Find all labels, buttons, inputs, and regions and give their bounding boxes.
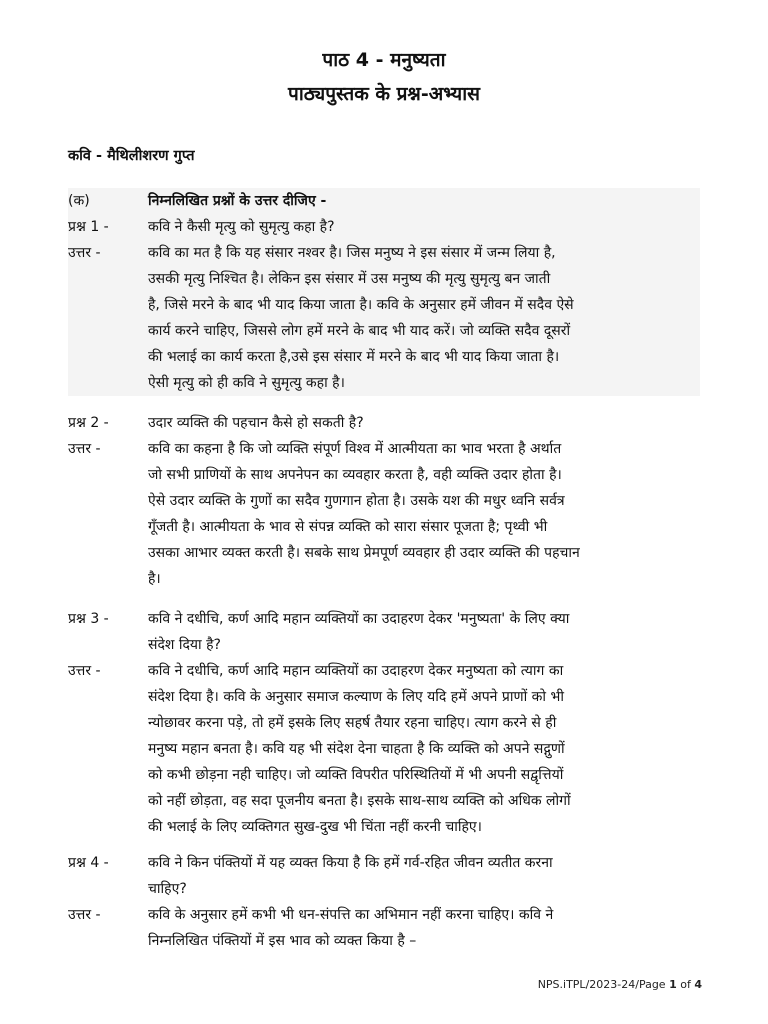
question-label: प्रश्न 3 -: [68, 611, 109, 627]
question-line: कवि ने किन पंक्तियों में यह व्यक्त किया है कि हमें गर्व-रहित जीवन व्यतीत करना: [148, 855, 553, 871]
answer-line: ऐसी मृत्यु को ही कवि ने सुमृत्यु कहा है।: [148, 375, 345, 391]
answer-line: कार्य करने चाहिए, जिससे लोग हमें मरने के बाद भी याद करें। जो व्यक्ति सदैव दूसरों: [148, 323, 571, 339]
footer-page-number: 1: [669, 978, 677, 991]
question-line: संदेश दिया है?: [148, 637, 221, 653]
answer-text: [148, 436, 700, 592]
qa-block-1: [68, 214, 700, 396]
question-label: प्रश्न 1 -: [68, 219, 109, 235]
poet-name: कवि - मैथिलीशरण गुप्त: [68, 148, 195, 164]
answer-label: उत्तर -: [68, 245, 101, 261]
answer-row: [68, 240, 700, 396]
question-text: [148, 606, 700, 658]
section-label: (क): [68, 193, 90, 209]
answer-line: को नहीं छोड़ता, वह सदा पूजनीय बनता है। इसके साथ-साथ व्यक्ति को अधिक लोगों: [148, 793, 571, 809]
answer-line: कवि का कहना है कि जो व्यक्ति संपूर्ण विश्व में आत्मीयता का भाव भरता है अर्थात: [148, 441, 562, 457]
question-row: [68, 850, 700, 902]
question-text: कवि ने कैसी मृत्यु को सुमृत्यु कहा है?: [148, 219, 335, 235]
answer-line: को कभी छोड़ना नही चाहिए। जो व्यक्ति विपरीत परिस्थितियों में भी अपनी सद्वृत्तियों: [148, 767, 564, 783]
answer-line: मनुष्य महान बनता है। कवि यह भी संदेश देना चाहता है कि व्यक्ति को अपने सद्गुणों: [148, 741, 565, 757]
answer-text: [148, 240, 700, 396]
answer-line: जो सभी प्राणियों के साथ अपनेपन का व्यवहार करता है, वही व्यक्ति उदार होता है।: [148, 467, 562, 483]
question-line: चाहिए?: [148, 881, 187, 897]
question-text: [148, 850, 700, 902]
answer-line: है, जिसे मरने के बाद भी याद किया जाता है। कवि के अनुसार हमें जीवन में सदैव ऐसे: [148, 297, 574, 313]
answer-line: की भलाई का कार्य करता है,उसे इस संसार में मरने के बाद भी याद किया जाता है।: [148, 349, 560, 365]
answer-text: [148, 658, 700, 840]
question-row: [68, 410, 700, 436]
answer-line: उसका आभार व्यक्त करती है। सबके साथ प्रेमपूर्ण व्यवहार ही उदार व्यक्ति की पहचान: [148, 545, 580, 561]
answer-line: कवि का मत है कि यह संसार नश्वर है। जिस मनुष्य ने इस संसार में जन्म लिया है,: [148, 245, 556, 261]
answer-line: संदेश दिया है। कवि के अनुसार समाज कल्याण के लिए यदि हमें अपने प्राणों को भी: [148, 689, 564, 705]
question-text: उदार व्यक्ति की पहचान कैसे हो सकती है?: [148, 415, 364, 431]
answer-label: उत्तर -: [68, 441, 101, 457]
answer-row: [68, 658, 700, 840]
answer-label: उत्तर -: [68, 907, 101, 923]
footer-of: of: [676, 978, 695, 991]
answer-line: कवि के अनुसार हमें कभी भी धन-संपत्ति का अभिमान नहीं करना चाहिए। कवि ने: [148, 907, 554, 923]
question-row: [68, 214, 700, 240]
question-row: [68, 606, 700, 658]
page-subtitle: पाठ्यपुस्तक के प्रश्न-अभ्यास: [288, 83, 480, 105]
page-footer: [538, 977, 702, 993]
qa-block-2: [68, 410, 700, 592]
answer-line: उसकी मृत्यु निश्चित है। लेकिन इस संसार में उस मनुष्य की मृत्यु सुमृत्यु बन जाती: [148, 271, 551, 287]
qa-block-3: [68, 606, 700, 840]
question-label: प्रश्न 2 -: [68, 415, 109, 431]
answer-line: कवि ने दधीचि, कर्ण आदि महान व्यक्तियों का उदाहरण देकर मनुष्यता को त्याग का: [148, 663, 564, 679]
answer-row: [68, 436, 700, 592]
answer-line: न्योछावर करना पड़े, तो हमें इसके लिए सहर्ष तैयार रहना चाहिए। त्याग करने से ही: [148, 715, 557, 731]
page-title: पाठ 4 - मनुष्यता: [322, 49, 446, 71]
qa-block-4: [68, 850, 700, 954]
question-label: प्रश्न 4 -: [68, 855, 109, 871]
answer-line: ऐसे उदार व्यक्ति के गुणों का सदैव गुणगान होता है। उसके यश की मधुर ध्वनि सर्वत्र: [148, 493, 565, 509]
section-title: निम्नलिखित प्रश्नों के उत्तर दीजिए -: [148, 193, 327, 209]
question-line: कवि ने दधीचि, कर्ण आदि महान व्यक्तियों का उदाहरण देकर 'मनुष्यता' के लिए क्या: [148, 611, 570, 627]
answer-label: उत्तर -: [68, 663, 101, 679]
answer-row: [68, 902, 700, 954]
answer-line: निम्नलिखित पंक्तियों में इस भाव को व्यक्त किया है –: [148, 933, 417, 949]
footer-page-total: 4: [694, 978, 702, 991]
answer-line: है।: [148, 571, 161, 587]
footer-prefix: NPS.iTPL/2023-24/Page: [537, 978, 670, 991]
answer-line: की भलाई के लिए व्यक्तिगत सुख-दुख भी चिंता नहीं करनी चाहिए।: [148, 819, 482, 835]
answer-line: गूँजती है। आत्मीयता के भाव से संपन्न व्यक्ति को सारा संसार पूजता है; पृथ्वी भी: [148, 519, 548, 535]
answer-text: [148, 902, 700, 954]
section-heading: [68, 188, 700, 214]
